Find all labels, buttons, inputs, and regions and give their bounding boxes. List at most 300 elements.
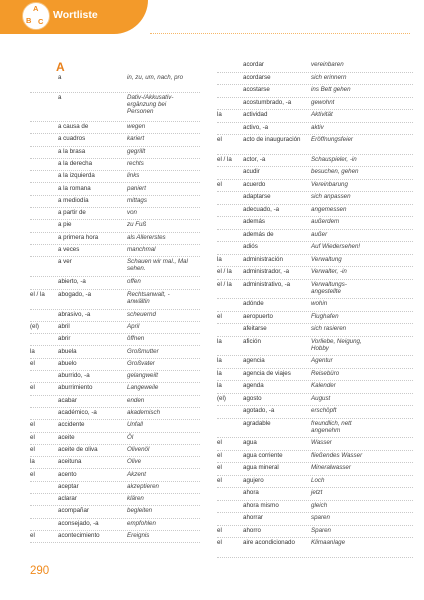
german-translation: Großmutter	[127, 347, 159, 355]
german-translation: Unfall	[127, 421, 143, 429]
word-entry	[30, 74, 200, 94]
spanish-term: agencia	[243, 357, 265, 364]
article: el	[217, 464, 222, 471]
german-translation: Schauspieler, -in	[311, 155, 357, 163]
spanish-term: a	[58, 94, 62, 101]
article: el	[30, 359, 35, 367]
word-entry	[30, 123, 200, 135]
spanish-term: a causa de	[58, 123, 89, 130]
row-divider	[217, 525, 413, 526]
spanish-term: a pie	[58, 221, 72, 229]
spanish-term: a la derecha	[58, 159, 93, 167]
german-translation: begleiten	[127, 507, 153, 515]
spanish-term: agua corriente	[243, 451, 283, 459]
word-entry	[217, 256, 413, 269]
german-translation: jetzt	[311, 489, 323, 496]
row-divider	[217, 323, 413, 324]
row-divider	[217, 512, 413, 513]
row-divider	[217, 437, 413, 438]
word-entry	[217, 370, 413, 383]
article: la	[217, 369, 222, 377]
spanish-term: administración	[243, 255, 283, 263]
row-divider	[217, 204, 413, 205]
article: el / la	[217, 155, 232, 163]
german-translation: Schauen wir mal., Mal sehen.	[127, 258, 188, 273]
spanish-term: a partir de	[58, 209, 86, 217]
spanish-term: acudir	[243, 168, 260, 175]
word-entry	[217, 99, 413, 112]
spanish-term: aceptar	[58, 482, 79, 490]
spanish-term: administrador, -a	[243, 268, 290, 275]
spanish-term: accidente	[58, 421, 85, 429]
row-divider	[30, 395, 200, 396]
word-entry	[217, 338, 413, 358]
german-translation: in, zu, um, nach, pro	[127, 74, 184, 81]
row-divider	[30, 370, 200, 371]
word-entry	[217, 420, 413, 440]
word-entry	[30, 323, 200, 335]
spanish-term: aconsejado, -a	[58, 519, 99, 527]
word-entry	[30, 291, 200, 311]
word-entry	[217, 124, 413, 137]
german-translation: sparen	[311, 514, 330, 521]
article: (el)	[30, 322, 39, 330]
row-divider	[217, 109, 413, 110]
article: el	[217, 180, 222, 188]
word-entry	[30, 384, 200, 396]
word-entry	[217, 206, 413, 219]
row-divider	[30, 345, 200, 346]
german-translation: kariert	[127, 135, 145, 143]
row-divider	[217, 418, 413, 419]
german-translation: April	[127, 322, 140, 330]
spanish-term: agua	[243, 439, 257, 446]
word-entry	[217, 61, 413, 74]
word-entry	[30, 471, 200, 483]
row-divider	[30, 530, 200, 531]
word-entry	[217, 268, 413, 281]
word-entry	[30, 507, 200, 519]
spanish-term: agenda	[243, 382, 264, 389]
row-divider	[30, 382, 200, 383]
spanish-term: ahora mismo	[243, 501, 279, 509]
word-entry	[30, 160, 200, 172]
spanish-term: actividad	[243, 111, 268, 118]
article: la	[217, 255, 222, 263]
german-translation: rechts	[127, 159, 144, 167]
spanish-term: a ver	[58, 258, 72, 266]
spanish-term: acuerdo	[243, 180, 266, 188]
word-entry	[217, 395, 413, 408]
row-divider	[30, 232, 200, 233]
header-dotted-line	[150, 33, 410, 34]
german-translation: gelangweilt	[127, 372, 158, 380]
word-entry	[217, 407, 413, 420]
german-translation: sich rasieren	[311, 325, 347, 332]
german-translation: gewohnt	[311, 98, 335, 106]
row-divider	[217, 229, 413, 230]
word-entry	[30, 397, 200, 409]
german-translation: außerdem	[311, 218, 340, 225]
word-entry	[30, 446, 200, 458]
row-divider	[217, 537, 413, 538]
spanish-term: agosto	[243, 394, 262, 402]
row-divider	[217, 241, 413, 242]
word-entry	[30, 335, 200, 347]
german-translation: wegen	[127, 123, 146, 130]
word-entry	[217, 452, 413, 465]
row-divider	[30, 518, 200, 519]
row-divider	[217, 557, 413, 558]
row-divider	[217, 355, 413, 356]
row-divider	[30, 207, 200, 208]
row-divider	[217, 154, 413, 155]
article: la	[30, 458, 35, 466]
row-divider	[217, 122, 413, 123]
row-divider	[30, 542, 200, 543]
spanish-term: afeitarse	[243, 325, 267, 332]
row-divider	[30, 256, 200, 257]
german-translation: Aktivität	[311, 111, 333, 118]
spanish-term: abrir	[58, 335, 71, 343]
german-translation: Olivenöl	[127, 445, 150, 453]
row-divider	[217, 266, 413, 267]
word-entry	[217, 439, 413, 452]
article: el	[30, 433, 35, 441]
german-translation: Verwalter, -in	[311, 268, 347, 275]
word-entry	[217, 218, 413, 231]
word-entry	[30, 135, 200, 147]
spanish-term: a mediodía	[58, 196, 89, 204]
article: el	[217, 451, 222, 459]
row-divider	[217, 462, 413, 463]
spanish-term: agradable	[243, 419, 271, 427]
spanish-term: acordar	[243, 61, 264, 68]
word-entry	[217, 357, 413, 370]
row-divider	[217, 166, 413, 167]
word-entry	[217, 382, 413, 395]
row-divider	[30, 146, 200, 147]
row-divider	[30, 493, 200, 494]
row-divider	[217, 405, 413, 406]
german-translation: als Allererstes	[127, 233, 166, 241]
german-translation: ins Bett gehen	[311, 86, 351, 93]
row-divider	[30, 456, 200, 457]
word-entry	[30, 148, 200, 160]
word-entry	[217, 527, 413, 540]
header-bar	[0, 0, 148, 34]
spanish-term: ahora	[243, 489, 259, 496]
word-entry	[30, 209, 200, 221]
row-divider	[30, 505, 200, 506]
spanish-term: a	[58, 74, 62, 81]
row-divider	[30, 444, 200, 445]
row-divider	[217, 97, 413, 98]
german-translation: gegrillt	[127, 147, 146, 155]
row-divider	[30, 92, 200, 93]
article: el / la	[217, 280, 232, 288]
word-entry	[30, 185, 200, 197]
spanish-term: afición	[243, 337, 261, 345]
spanish-term: aeropuerto	[243, 312, 273, 320]
word-entry	[30, 234, 200, 246]
word-entry	[30, 311, 200, 323]
german-translation: empfohlen	[127, 519, 156, 527]
spanish-term: a veces	[58, 246, 80, 253]
article: el	[217, 526, 222, 534]
word-entry	[30, 434, 200, 446]
spanish-term: administrativo, -a	[243, 280, 291, 288]
german-translation: Rechtsanwalt, -anwältin	[127, 290, 170, 305]
article: la	[217, 337, 222, 345]
row-divider	[30, 432, 200, 433]
spanish-term: agua mineral	[243, 464, 279, 471]
word-entry	[30, 421, 200, 433]
german-translation: paniert	[127, 184, 146, 192]
word-entry	[217, 313, 413, 326]
spanish-term: adónde	[243, 300, 264, 307]
spanish-term: acompañar	[58, 507, 89, 515]
german-translation: Akzent	[127, 470, 146, 478]
row-divider	[30, 219, 200, 220]
german-translation: erschöpft	[311, 407, 337, 414]
spanish-term: a primera hora	[58, 233, 99, 241]
word-entry	[30, 258, 200, 278]
abc-logo-icon	[22, 2, 50, 30]
spanish-term: adiós	[243, 243, 258, 250]
german-translation: August	[311, 394, 331, 402]
row-divider	[217, 254, 413, 255]
german-translation: enden	[127, 396, 145, 404]
article: el	[217, 539, 222, 546]
german-translation: Vorliebe, Neigung, Hobby	[311, 337, 362, 352]
badge-letter-b: B	[26, 16, 32, 25]
spanish-term: abuela	[58, 347, 77, 355]
german-translation: Kalender	[311, 382, 336, 389]
word-entry	[30, 197, 200, 209]
spanish-term: ahorrar	[243, 514, 263, 521]
word-entry	[217, 489, 413, 502]
german-translation: mittags	[127, 196, 147, 204]
word-entry	[30, 520, 200, 532]
row-divider	[30, 309, 200, 310]
german-translation: zu Fuß	[127, 221, 147, 229]
spanish-term: aceituna	[58, 458, 82, 466]
row-divider	[30, 321, 200, 322]
word-entry	[217, 539, 413, 559]
word-entry	[30, 278, 200, 290]
word-entry	[217, 325, 413, 338]
row-divider	[30, 481, 200, 482]
row-divider	[217, 298, 413, 299]
row-divider	[217, 336, 413, 337]
german-translation: von	[127, 209, 137, 217]
article: la	[217, 382, 222, 389]
german-translation: aktiv	[311, 123, 324, 131]
row-divider	[217, 487, 413, 488]
german-translation: Großvater	[127, 359, 155, 367]
spanish-term: abogado, -a	[58, 290, 92, 298]
german-translation: angemessen	[311, 205, 347, 213]
row-divider	[217, 500, 413, 501]
spanish-term: agotado, -a	[243, 407, 275, 414]
word-entry	[217, 514, 413, 527]
german-translation: scheuernd	[127, 310, 156, 318]
row-divider	[30, 289, 200, 290]
spanish-term: a la romana	[58, 184, 91, 192]
german-translation: Loch	[311, 476, 325, 484]
word-entry	[217, 156, 413, 169]
word-entry	[217, 136, 413, 156]
german-translation: Reisebüro	[311, 369, 340, 377]
word-entry	[217, 300, 413, 313]
german-translation: manchmal	[127, 246, 156, 253]
row-divider	[217, 450, 413, 451]
spanish-term: abuelo	[58, 359, 77, 367]
spanish-term: a la izquierda	[58, 172, 95, 180]
spanish-term: acto de inauguración	[243, 136, 301, 143]
row-divider	[217, 84, 413, 85]
badge-letter-c: C	[38, 17, 44, 26]
article: el	[30, 384, 35, 392]
spanish-term: a cuadros	[58, 135, 86, 143]
german-translation: Langeweile	[127, 384, 159, 392]
row-divider	[217, 134, 413, 135]
spanish-term: agencia de viajes	[243, 369, 291, 377]
german-translation: sich erinnern	[311, 73, 347, 81]
row-divider	[30, 276, 200, 277]
spanish-term: acostarse	[243, 86, 270, 93]
article: la	[30, 347, 35, 355]
german-translation: Dativ-/Akkusativ-ergänzung bei Personen	[127, 94, 174, 115]
german-translation: vereinbaren	[311, 61, 344, 68]
german-translation: akademisch	[127, 409, 161, 416]
german-translation: Verwaltungs-angestellte	[311, 280, 347, 295]
badge-letter-a: A	[33, 4, 39, 13]
german-translation: Öl	[127, 433, 134, 441]
german-translation: Klimaanlage	[311, 539, 346, 546]
word-entry	[217, 74, 413, 87]
word-entry	[217, 464, 413, 477]
german-translation: außer	[311, 230, 328, 238]
spanish-term: abrasivo, -a	[58, 310, 91, 318]
spanish-term: acabar	[58, 396, 77, 404]
word-entry	[217, 111, 413, 124]
row-divider	[30, 244, 200, 245]
spanish-term: aceite de oliva	[58, 445, 98, 453]
article: (el)	[217, 394, 226, 402]
row-divider	[30, 158, 200, 159]
german-translation: offen	[127, 278, 141, 286]
word-entry	[217, 181, 413, 194]
spanish-term: abierto, -a	[58, 278, 86, 286]
spanish-term: aburrido, -a	[58, 372, 90, 380]
german-translation: Ereignis	[127, 532, 150, 539]
row-divider	[217, 311, 413, 312]
spanish-term: académico, -a	[58, 409, 97, 416]
row-divider	[30, 182, 200, 183]
article: el	[217, 439, 222, 446]
german-translation: freundlich, nett angenehm	[311, 419, 352, 434]
article: la	[217, 111, 222, 118]
row-divider	[217, 216, 413, 217]
german-translation: besuchen, gehen	[311, 168, 359, 175]
spanish-term: activo, -a	[243, 123, 269, 131]
page-number: 290	[30, 565, 50, 577]
german-translation: Vereinbarung	[311, 180, 348, 188]
row-divider	[217, 380, 413, 381]
spanish-term: acontecimiento	[58, 532, 100, 539]
word-entry	[217, 243, 413, 256]
article: el / la	[217, 268, 232, 275]
row-divider	[30, 358, 200, 359]
row-divider	[217, 191, 413, 192]
word-entry	[217, 168, 413, 181]
word-entry	[30, 94, 200, 123]
article: el	[217, 476, 222, 484]
spanish-term: además	[243, 218, 266, 225]
article: el	[30, 470, 35, 478]
german-translation: klären	[127, 495, 144, 503]
spanish-term: adecuado, -a	[243, 205, 280, 213]
german-translation: sich anpassen	[311, 193, 351, 200]
spanish-term: aire acondicionado	[243, 539, 295, 546]
article: el / la	[30, 290, 45, 298]
row-divider	[30, 468, 200, 469]
word-entry	[217, 477, 413, 490]
word-entry	[30, 458, 200, 470]
german-translation: öffnen	[127, 335, 145, 343]
word-entry	[30, 532, 200, 544]
article: el	[217, 312, 222, 320]
spanish-term: acento	[58, 470, 77, 478]
spanish-term: acostumbrado, -a	[243, 98, 292, 106]
german-translation: Agentur	[311, 357, 333, 364]
spanish-term: aclarar	[58, 495, 77, 503]
row-divider	[217, 393, 413, 394]
word-entry	[30, 360, 200, 372]
german-translation: Flughafen	[311, 312, 339, 320]
row-divider	[30, 170, 200, 171]
german-translation: Sparen	[311, 526, 331, 534]
german-translation: Olive	[127, 458, 142, 466]
page-title: Wortliste	[53, 9, 98, 21]
row-divider	[217, 368, 413, 369]
article: el	[30, 445, 35, 453]
spanish-term: a la brasa	[58, 147, 86, 155]
german-translation: gleich	[311, 501, 328, 509]
row-divider	[30, 333, 200, 334]
spanish-term: abril	[58, 322, 70, 330]
spanish-term: acordarse	[243, 73, 271, 81]
row-divider	[30, 419, 200, 420]
word-entry	[30, 348, 200, 360]
row-divider	[217, 475, 413, 476]
row-divider	[30, 121, 200, 122]
row-divider	[217, 179, 413, 180]
row-divider	[217, 279, 413, 280]
german-translation: Eröffnungsfeier	[311, 136, 353, 143]
word-entry	[30, 372, 200, 384]
word-entry	[30, 483, 200, 495]
spanish-term: agujero	[243, 476, 264, 484]
german-translation: akzeptieren	[127, 482, 159, 490]
section-letter: A	[56, 60, 65, 74]
word-entry	[30, 172, 200, 184]
word-entry	[217, 86, 413, 99]
word-entry	[217, 193, 413, 206]
word-entry	[30, 495, 200, 507]
